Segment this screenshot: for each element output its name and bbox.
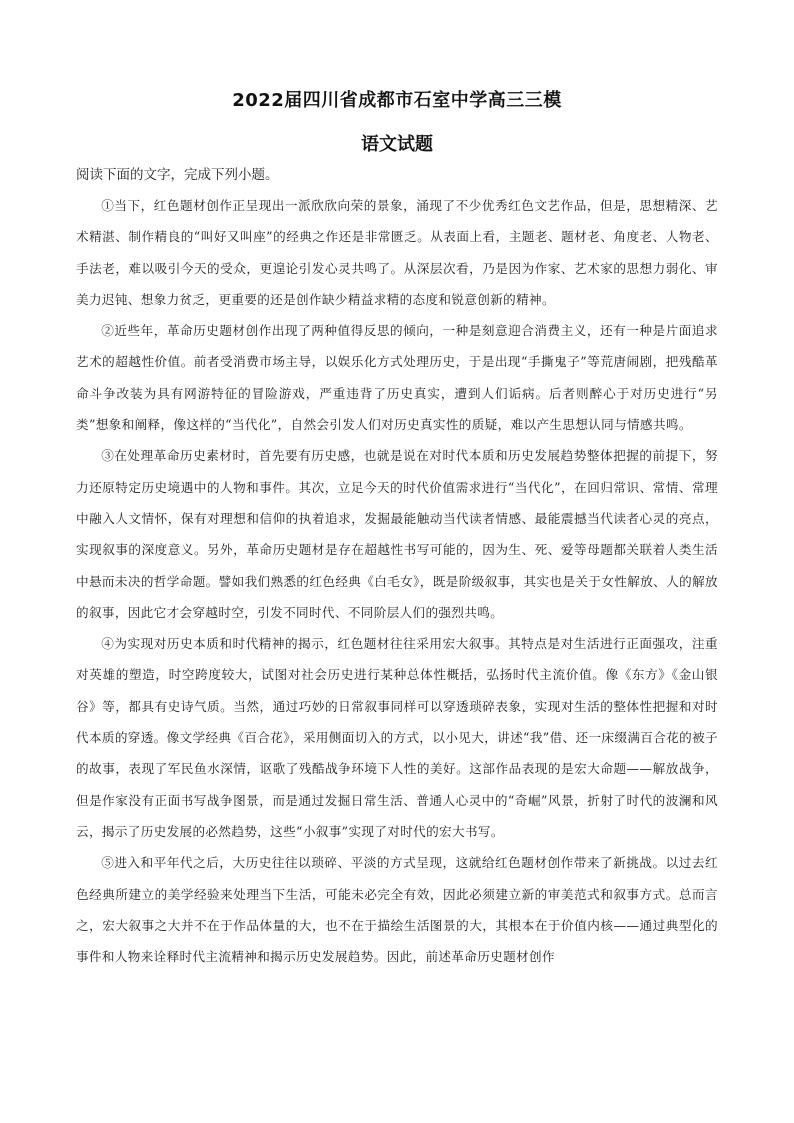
document-subtitle: 语文试题 — [361, 134, 433, 155]
paragraph-1: ①当下，红色题材创作正呈现出一派欣欣向荣的景象，涌现了不少优秀红色文艺作品，但是，思想精深、艺术精湛、制作精良的“叫好又叫座”的经典之作还是非常匮乏。从表面上看，主题老、题材老、角度老、人物老、手法老，难以吸引今天的受众，更遑论引发心灵共鸣了。从深层次看，乃是因为作家、艺术家的思想力弱化、审美力迟钝、想象力贫乏，更重要的还是创作缺少精益求精的态度和锐意创新的精神。 — [76, 198, 718, 307]
paragraph-4: ④为实现对历史本质和时代精神的揭示，红色题材往往采用宏大叙事。其特点是对生活进行正面强攻，注重对英雄的塑造，时空跨度较大，试图对社会历史进行某种总体性概括，弘扬时代主流价值。像《东方》《金山银谷》等，都具有史诗气质。当然，通过巧妙的日常叙事同样可以穿透琐碎表象，实现对生活的整体性把握和对时代本质的穿透。像文学经典《百合花》，采用侧面切入的方式，以小见大，讲述“我”借、还一床缀满百合花的被子的故事，表现了军民鱼水深情，讴歌了残酷战争环境下人性的美好。这部作品表现的是宏大命题——解放战争，但是作家没有正面书写战争图景，而是通过发掘日常生活、普通人心灵中的“奇崛”风景，折射了时代的波澜和风云，揭示了历史发展的必然趋势，这些“小叙事”实现了对时代的宏大书写。 — [76, 636, 718, 839]
paragraph-2: ②近些年，革命历史题材创作出现了两种值得反思的倾向，一种是刻意迎合消费主义，还有一种是片面追求艺术的超越性价值。前者受消费市场主导，以娱乐化方式处理历史，于是出现“手撕鬼子”等荒唐闹剧，把残酷革命斗争改装为具有网游特征的冒险游戏，严重违背了历史真实，遭到人们诟病。后者则醉心于对历史进行“另类”想象和阐释，像这样的“当代化”，自然会引发人们对历史真实性的质疑，难以产生思想认同与情感共鸣。 — [76, 323, 718, 433]
reading-instruction: 阅读下面的文字，完成下列小题。 — [76, 167, 279, 183]
paragraph-5: ⑤进入和平年代之后，大历史往往以琐碎、平淡的方式呈现，这就给红色题材创作带来了新挑战。以过去红色经典所建立的美学经验来处理当下生活，可能未必完全有效，因此必须建立新的审美范式和叙事方式。总而言之，宏大叙事之大并不在于作品体量的大，也不在于描绘生活图景的大，其根本在于价值内核——通过典型化的事件和人物来诠释时代主流精神和揭示历史发展趋势。因此，前述革命历史题材创作 — [76, 855, 718, 965]
document-title: 2022届四川省成都市石室中学高三三模 — [232, 90, 562, 111]
paragraph-3: ③在处理革命历史素材时，首先要有历史感，也就是说在对时代本质和历史发展趋势整体把握的前提下，努力还原特定历史境遇中的人物和事件。其次，立足今天的时代价值需求进行“当代化”，在回归常识、常情、常理中融入人文情怀，保有对理想和信仰的执着追求，发掘最能触动当代读者情感、最能震撼当代读者心灵的亮点，实现叙事的深度意义。另外，革命历史题材是存在超越性书写可能的，因为生、死、爱等母题都关联着人类生活中悬而未决的哲学命题。譬如我们熟悉的红色经典《白毛女》，既是阶级叙事，其实也是关于女性解放、人的解放的叙事，因此它才会穿越时空，引发不同时代、不同阶层人们的强烈共鸣。 — [76, 448, 718, 620]
article-body — [76, 190, 718, 972]
